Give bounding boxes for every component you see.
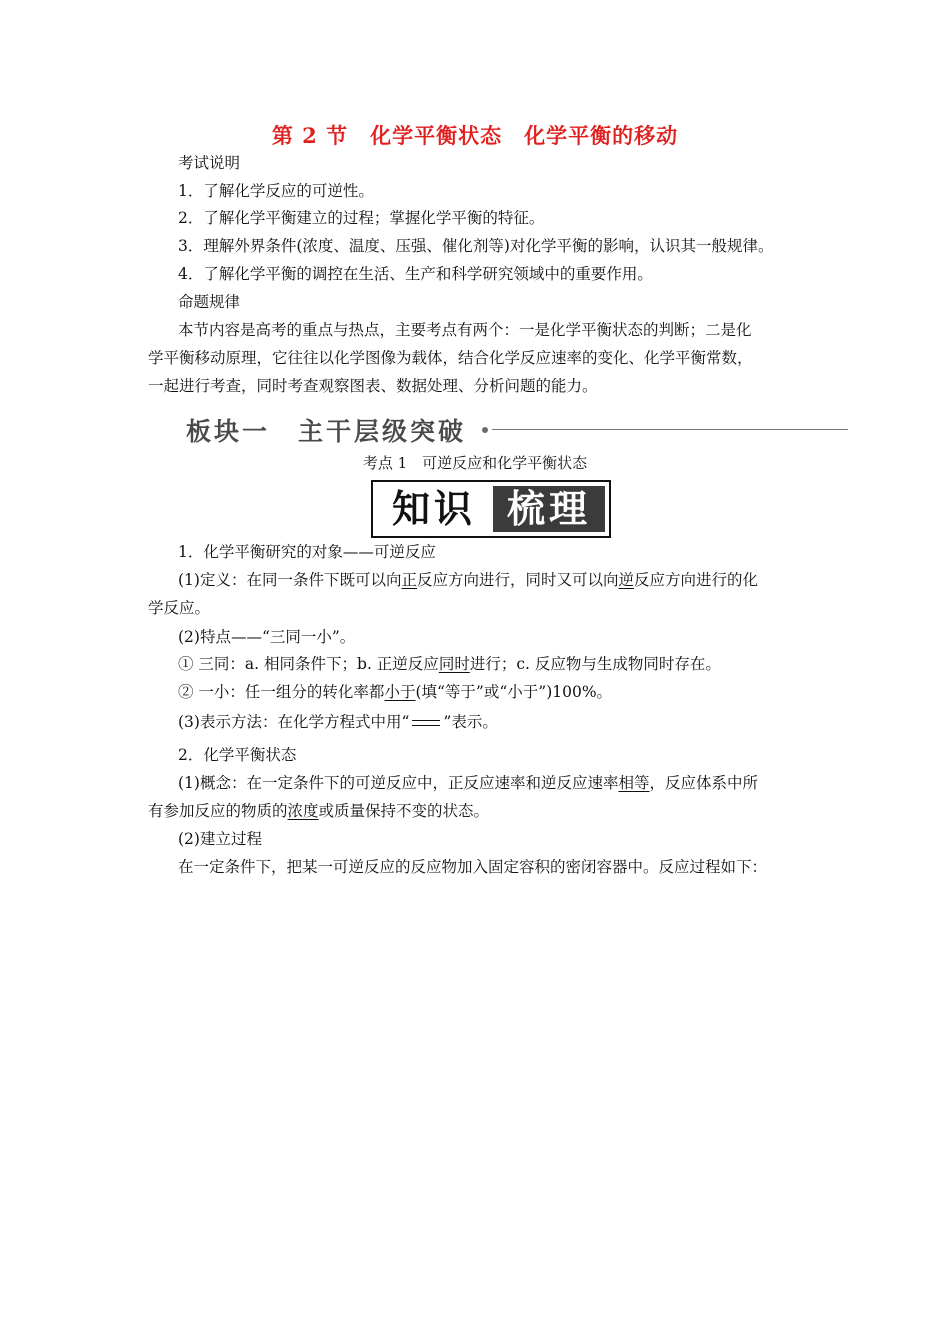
page-title: 第 2 节 化学平衡状态 化学平衡的移动 <box>271 123 679 148</box>
one-text-b: (填“等于”或“小于”)100%。 <box>415 683 613 701</box>
s1-heading: 1．化学平衡研究的对象——可逆反应 <box>178 543 436 561</box>
banner-dot <box>482 427 488 433</box>
s1-definition-line-2: 学反应。 <box>148 599 211 617</box>
s2-concept-line-1 <box>178 773 758 793</box>
s1-definition-line-1 <box>178 570 758 590</box>
banner-title: 板块一 主干层级突破 <box>186 417 467 446</box>
section-banner <box>182 410 850 446</box>
def-text-a: (1)定义：在同一条件下既可以向 <box>178 571 402 589</box>
exam-desc-item-2: 2．了解化学平衡建立的过程；掌握化学平衡的特征。 <box>178 209 545 227</box>
concept-text-c: 有参加反应的物质的 <box>148 802 288 820</box>
def-text-c: 反应方向进行的化 <box>634 571 759 589</box>
one-text-a: ② 一小：任一组分的转化率都 <box>178 683 385 701</box>
one-answer: 小于 <box>384 683 416 701</box>
three-text-b: 进行；c. 反应物与生成物同时存在。 <box>469 655 721 673</box>
banner-rule <box>492 429 848 430</box>
s2-heading: 2．化学平衡状态 <box>178 746 297 764</box>
exam-desc-item-4: 4．了解化学平衡的调控在生活、生产和科学研究领域中的重要作用。 <box>178 265 653 283</box>
s2-build-description: 在一定条件下，把某一可逆反应的反应物加入固定容积的密闭容器中。反应过程如下： <box>178 858 768 876</box>
exam-desc-item-1: 1．了解化学反应的可逆性。 <box>178 182 374 200</box>
concept-answer-1: 相等 <box>618 774 650 792</box>
def-answer-2: 逆 <box>618 571 635 589</box>
three-answer: 同时 <box>438 655 470 673</box>
s1-one-small <box>178 682 612 702</box>
three-text-a: ① 三同：a. 相同条件下；b. 正逆反应 <box>178 655 439 673</box>
concept-answer-2: 浓度 <box>287 802 319 820</box>
concept-text-b: ，反应体系中所 <box>649 774 758 792</box>
exam-desc-heading: 考试说明 <box>178 154 241 172</box>
zhishi-shuli-badge <box>371 480 611 538</box>
exam-desc-item-3: 3．理解外界条件(浓度、温度、压强、催化剂等)对化学平衡的影响，认识其一般规律。 <box>178 237 774 255</box>
pattern-line-2: 学平衡移动原理，它往往以化学图像为载体，结合化学反应速率的变化、化学平衡常数， <box>148 349 753 367</box>
pattern-line-3: 一起进行考查，同时考查观察图表、数据处理、分析问题的能力。 <box>148 377 598 395</box>
s2-build-heading: (2)建立过程 <box>178 830 262 848</box>
rep-text-b: ”表示。 <box>443 713 498 731</box>
pattern-line-1: 本节内容是高考的重点与热点，主要考点有两个：一是化学平衡状态的判断；二是化 <box>178 321 752 339</box>
def-answer-1: 正 <box>401 571 417 589</box>
concept-text-d: 或质量保持不变的状态。 <box>318 802 490 820</box>
def-text-b: 反应方向进行，同时又可以向 <box>416 571 619 589</box>
badge-right-text: 梳理 <box>493 486 605 532</box>
reversible-arrow-icon <box>409 716 443 730</box>
rep-text-a: (3)表示方法：在化学方程式中用“ <box>178 713 410 731</box>
badge-left-text: 知识 <box>377 486 491 532</box>
kaodian-heading: 考点 1 可逆反应和化学平衡状态 <box>362 454 588 472</box>
s1-three-same <box>178 654 721 674</box>
s1-feature: (2)特点——“三同一小”。 <box>178 628 356 646</box>
pattern-heading: 命题规律 <box>178 293 241 311</box>
s2-concept-line-2 <box>148 801 489 821</box>
concept-text-a: (1)概念：在一定条件下的可逆反应中，正反应速率和逆反应速率 <box>178 774 619 792</box>
s1-representation <box>178 712 498 732</box>
